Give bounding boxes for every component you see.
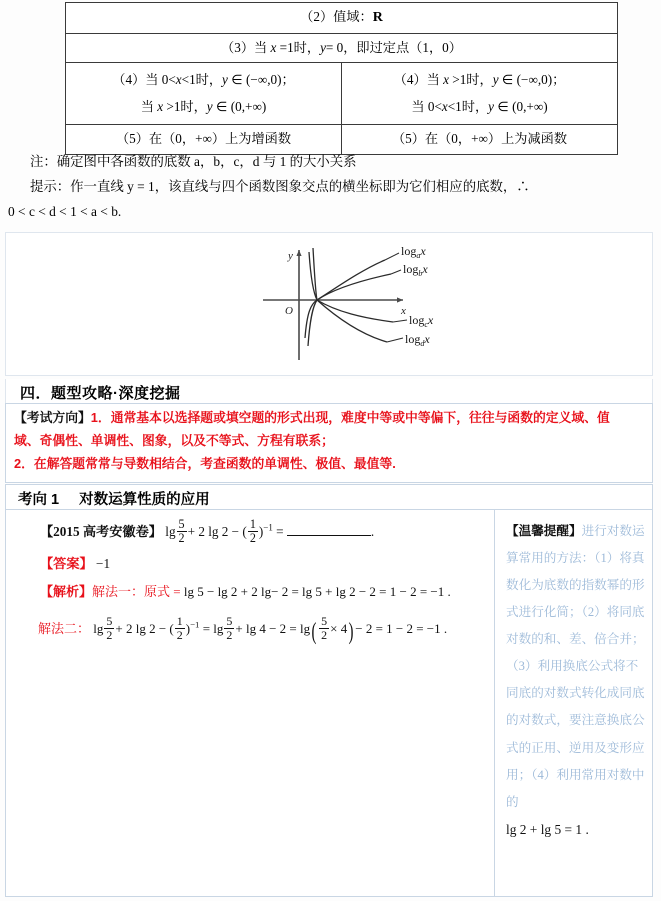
table-cell-fixedpoint [66,33,618,62]
origin-label: O [285,305,293,317]
problem-body [5,509,653,897]
answer-value: −1 [96,556,111,572]
kaoxiang-index: 考向 1 [18,492,60,508]
label-log-c: $\log_cx$ [409,313,434,329]
sign-line-2: 当 x >1时，y ∈ (0,+∞) [140,98,267,114]
notes-block [0,150,661,224]
table-row [66,63,618,125]
exam-direction-box [5,403,653,483]
exam-direction-text-1: 1．通常基本以选择题或填空题的形式出现，难度中等或中等偏下，往往与函数的定义域、值 [90,410,610,425]
analysis-label: 【解析】 [40,584,93,600]
tip-content: 进行对数运算常用的方法：（1）将真数化为底数的指数幂的形式进行化简；（2）将同底对数的和、差、倍合并；（3）利用换底公式将不同底的对数式转化成同底的对数式，要注意换底公式的正用、逆用及变形应用；（4）利用常用对数中的 [506,524,645,809]
leader-c [393,320,407,322]
table-row [66,33,618,62]
problem-column [6,510,495,896]
y-axis-arrow [296,250,301,256]
log-properties-table [65,2,618,155]
answer-line [24,553,488,574]
sign-line-1: （4）当 0<x<1时，y ∈ (−∞,0)； [112,72,295,88]
analysis-method-2 [24,613,488,651]
kaoxiang-title: 对数运算性质的应用 [79,492,210,508]
sign-line-1: （4）当 x >1时，y ∈ (−∞,0)； [393,72,566,88]
answer-blank[interactable] [287,523,371,536]
range-text: （2）值域： [300,9,373,24]
section-title: 四．题型攻略·深度挖掘 [5,379,653,405]
problem-period: . [370,523,375,539]
x-axis-label: x [401,305,406,317]
table-cell-monotonic-increasing: （5）在（0，+∞）上为增函数 [66,125,342,154]
method2-label: 解法二： [38,620,91,636]
leader-b [391,270,401,274]
conclusion-line: 0 < c < d < 1 < a < b. [8,203,122,219]
tip-body [506,518,645,816]
tip-formula: lg 2 + lg 5 = 1 . [506,821,589,837]
problem-statement [24,518,488,545]
leader-a [385,253,399,260]
label-log-d: $\log_dx$ [405,332,430,348]
table-cell-sign-decreasing [342,63,618,125]
tip-label: 【温馨提醒】 [506,524,582,538]
method1-label: 解法一： [92,584,145,600]
method1-prefix: 原式 = [144,584,181,600]
label-log-a: $\log_ax$ [401,244,426,260]
exam-direction-line-1 [14,407,644,430]
analysis-method-1 [24,582,488,603]
problem-expression: lg $\frac{5}{2}$ + 2 lg 2 − ( $\frac{1}{2}$ )$^{-1}$ = [165,517,287,546]
log-curves-svg [251,238,501,372]
table-cell-monotonic-decreasing: （5）在（0，+∞）上为减函数 [342,125,618,154]
curve-log-b [308,274,391,346]
y-axis-label: y [288,250,293,262]
table-row [66,3,618,34]
note-line: 注：确定图中各函数的底数 a，b，c，d 与 1 的大小关系 [30,154,357,169]
method1-expression: lg 5 − lg 2 + 2 lg− 2 = lg 5 + lg 2 − 2 = 1 − 2 = −1 . [183,584,451,600]
method2-expression: lg $\frac{5}{2}$ + 2 lg 2 − ( $\frac{1}{2}$ )$^{-1}$ = lg $\frac{5}{2}$ + lg 4 − 2 = lg( $\frac{5}{2}$ × 4) − 2 = 1 − 2 = −1 . [93,614,448,646]
tip-sidebar [496,510,653,896]
fixedpoint-text: （3）当 x =1时，y= 0，即过定点（1，0） [221,39,462,55]
table-cell-sign-increasing [66,63,342,125]
kaoxiang-header [5,484,653,510]
sign-line-2: 当 0<x<1时，y ∈ (0,+∞) [411,98,548,114]
hint-line: 提示：作一直线 y = 1，该直线与四个函数图象交点的横坐标即为它们相应的底数，∴ [30,178,530,194]
answer-label: 【答案】 [40,556,93,572]
table-cell-range [66,3,618,34]
log-graph-canvas [251,238,501,372]
label-log-b: $\log_bx$ [403,262,428,278]
exam-direction-line-3: 2．在解答题常常与导数相结合，考查函数的单调性、极值、最值等. [14,455,396,471]
exam-direction-line-2: 域、奇偶性、单调性、图象，以及不等式、方程有联系； [14,432,334,448]
x-axis-arrow [397,297,403,302]
leader-d [387,338,403,342]
range-value: R [372,10,383,25]
problem-source: 【2015 高考安徽卷】 [40,523,162,539]
exam-direction-label: 【考试方向】 [14,410,91,425]
log-graph-figure [5,232,653,376]
